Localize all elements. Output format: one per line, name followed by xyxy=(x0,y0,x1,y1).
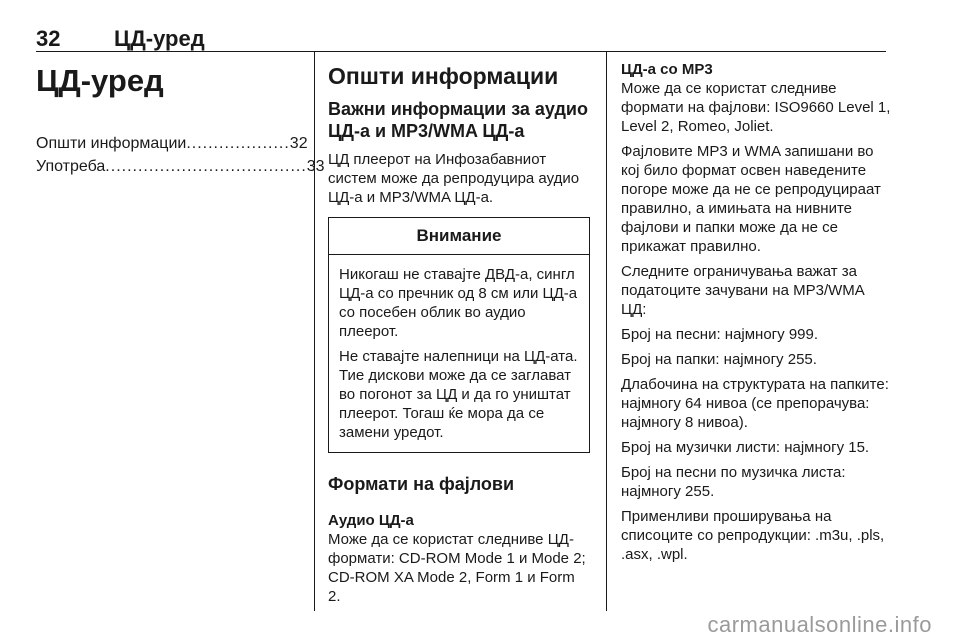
files-paragraph: Фајловите MP3 и WMA запишани во кој било формат освен наведените погоре може да не се репродуцираат правилно, а имињата на нивните фајлови и папки може да не се прикажат правилно. xyxy=(621,143,881,255)
toc-entry-title: Општи информации xyxy=(36,135,187,152)
songs-limit: Број на песни: најмногу 999. xyxy=(621,326,819,343)
toc-entry-page: 32 xyxy=(289,135,308,152)
songs-per-list-limit: Број на песни по музичка листа: најмногу 255. xyxy=(621,464,846,500)
important-heading: Важни информации за аудио ЦД-а и MP3/WMA ЦД-а xyxy=(328,99,588,141)
column-divider xyxy=(314,52,315,611)
section-title: Општи информации xyxy=(328,63,559,89)
column-divider xyxy=(606,52,607,611)
column-mp3-info xyxy=(621,60,891,570)
column-toc xyxy=(36,60,325,178)
column-general-info xyxy=(328,60,590,612)
toc-leader-dots: ................... xyxy=(186,135,290,152)
notice-paragraph: Не ставајте налепници на ЦД-ата. Тие дискови може да се заглават во погонот за ЦД и да го уништат плеерот. Тогаш ќе мора да се замени уредот. xyxy=(339,348,578,441)
extensions-paragraph: Применливи проширувања на списоците со репродукции: .m3u, .pls, .asx, .wpl. xyxy=(621,508,885,563)
running-title: ЦД-уред xyxy=(114,26,205,51)
notice-body xyxy=(329,255,589,452)
formats-heading: Формати на фајлови xyxy=(328,474,515,494)
notice-paragraph: Никогаш не ставајте ДВД-а, сингл ЦД-а со пречник од 8 см или ЦД-а со посебен облик во аудио плеерот. xyxy=(339,266,578,340)
header-rule xyxy=(36,51,886,52)
depth-limit: Длабочина на структурата на папките: најмногу 64 нивоа (се препорачува: најмногу 8 нивоа). xyxy=(621,376,889,431)
page-header xyxy=(36,26,886,50)
page-number: 32 xyxy=(36,26,61,51)
intro-paragraph: ЦД плеерот на Инфозабавниот систем може да репродуцира аудио ЦД-а и MP3/WMA ЦД-а. xyxy=(328,151,580,206)
folders-limit: Број на папки: најмногу 255. xyxy=(621,351,817,368)
chapter-title: ЦД-уред xyxy=(36,63,164,98)
playlists-limit: Број на музички листи: најмногу 15. xyxy=(621,439,870,456)
toc-entry[interactable] xyxy=(36,155,325,178)
audio-cd-paragraph: Може да се користат следниве ЦД-формати: CD-ROM Mode 1 и Mode 2; CD-ROM XA Mode 2, Form 1 и Form 2. xyxy=(328,531,586,605)
audio-cd-heading: Аудио ЦД-а xyxy=(328,512,414,529)
toc-entry-page: 33 xyxy=(306,158,325,175)
mp3-heading: ЦД-а со MP3 xyxy=(621,61,713,78)
limits-paragraph: Следните ограничувања важат за податоците зачувани на MP3/WMA ЦД: xyxy=(621,263,864,318)
notice-title: Внимание xyxy=(329,218,589,255)
notice-box xyxy=(328,217,590,453)
watermark: carmanualsonline.info xyxy=(707,612,932,637)
toc-entry[interactable] xyxy=(36,132,308,155)
mp3-paragraph: Може да се користат следниве формати на фајлови: ISO9660 Level 1, Level 2, Romeo, Joliet. xyxy=(621,80,891,135)
toc-entry-title: Употреба xyxy=(36,158,106,175)
toc-leader-dots: ..................................... xyxy=(105,158,307,175)
